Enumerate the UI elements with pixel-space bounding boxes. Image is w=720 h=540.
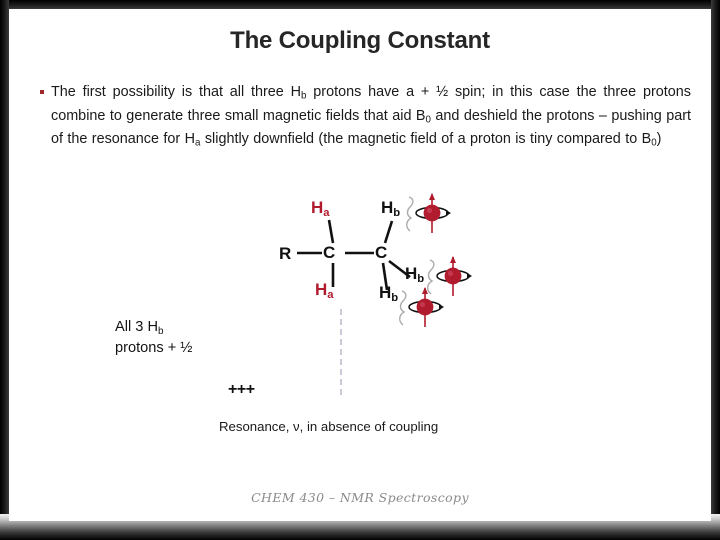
- proton-spin-icon-3: [393, 284, 445, 337]
- frame-edge-left: [0, 0, 9, 540]
- atom-label-h-b-bottom: $H_b$: [379, 283, 399, 304]
- spin-state-caption-line-1: All 3 $H_b$: [115, 319, 164, 337]
- bullet-square-icon: [35, 81, 51, 94]
- plus-signs-label: +++: [228, 381, 255, 398]
- frame-edge-right: [711, 0, 720, 540]
- atom-label-carbon-2: C: [375, 243, 388, 262]
- frame-edge-top: [0, 0, 720, 9]
- page-title: The Coupling Constant: [230, 27, 490, 54]
- resonance-caption: Resonance, ν, in absence of coupling: [219, 419, 439, 434]
- spin-state-caption: [115, 317, 192, 359]
- atom-label-h-b-mid: $H_b$: [405, 264, 425, 285]
- bond-c1-ha-top: [329, 220, 333, 243]
- spin-state-caption-line-2: protons + ½: [115, 340, 193, 357]
- proton-spin-icon-1: [400, 190, 452, 243]
- atom-label-h-a-bottom: $H_a$: [315, 280, 334, 301]
- bullet-paragraph: [35, 81, 691, 152]
- atom-label-h-a-top: $H_a$: [311, 198, 330, 219]
- atom-label-r: R: [279, 244, 292, 263]
- slide-footer: CHEM 430 – NMR Spectroscopy: [251, 490, 469, 505]
- bond-c2-hb-top: [385, 221, 392, 243]
- atom-label-carbon-1: C: [323, 243, 336, 262]
- slide-canvas: [9, 9, 711, 521]
- resonance-reference-line: [340, 309, 342, 395]
- bullet-body-text: The first possibility is that all three $H_b$ protons have a + ½ spin; in this case the three protons combine to generate three small magnetic fields that aid $B_0$ and deshield the protons – pushing part of the resonance for $H_a$ slightly downfield (the magnetic field of a proton is tiny compared to $B_0$): [51, 84, 691, 149]
- atom-label-h-b-top: $H_b$: [381, 198, 401, 219]
